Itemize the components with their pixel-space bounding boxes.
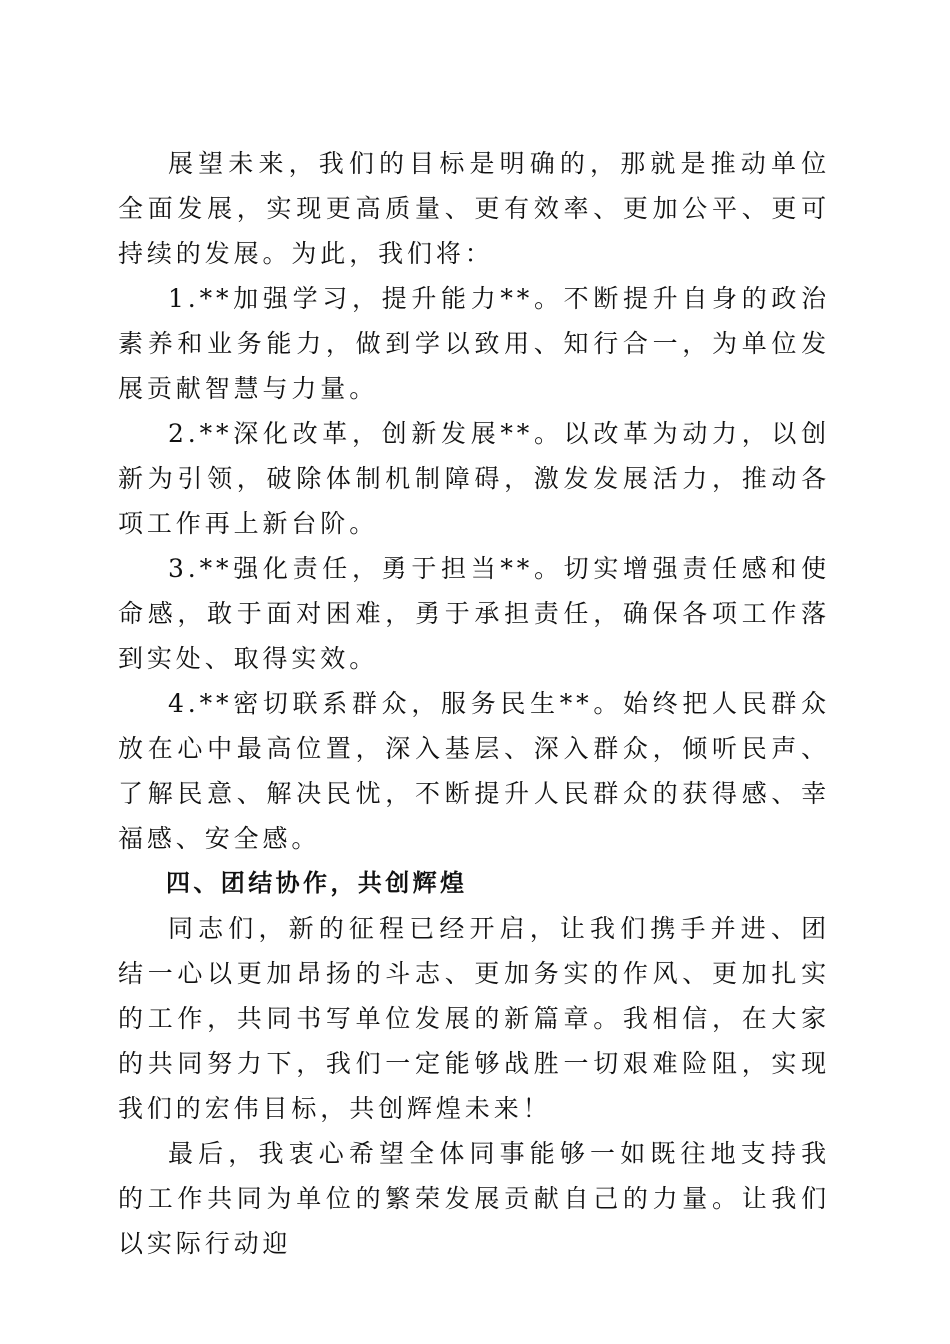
paragraph-item-1: 1.**加强学习，提升能力**。不断提升自身的政治素养和业务能力，做到学以致用、知行合一，为单位发展贡献智慧与力量。 [118,284,830,403]
document-body [118,141,830,1266]
paragraph-item-3: 3.**强化责任，勇于担当**。切实增强责任感和使命感，敢于面对困难，勇于承担责任，确保各项工作落到实处、取得实效。 [118,554,830,673]
paragraph-finally: 最后，我衷心希望全体同事能够一如既往地支持我的工作共同为单位的繁荣发展贡献自己的力量。让我们以实际行动迎 [118,1139,830,1258]
paragraph-comrades: 同志们，新的征程已经开启，让我们携手并进、团结一心以更加昂扬的斗志、更加务实的作风、更加扎实的工作，共同书写单位发展的新篇章。我相信，在大家的共同努力下，我们一定能够战胜一切艰难险阻，实现我们的宏伟目标，共创辉煌未来！ [118,914,830,1123]
paragraph-outlook: 展望未来，我们的目标是明确的，那就是推动单位全面发展，实现更高质量、更有效率、更加公平、更可持续的发展。为此，我们将： [118,149,830,268]
paragraph-item-2: 2.**深化改革，创新发展**。以改革为动力，以创新为引领，破除体制机制障碍，激发发展活力，推动各项工作再上新台阶。 [118,419,830,538]
paragraph-item-4: 4.**密切联系群众，服务民生**。始终把人民群众放在心中最高位置，深入基层、深入群众，倾听民声、了解民意、解决民忧，不断提升人民群众的获得感、幸福感、安全感。 [118,689,830,853]
section-heading: 四、团结协作，共创辉煌 [166,869,468,897]
